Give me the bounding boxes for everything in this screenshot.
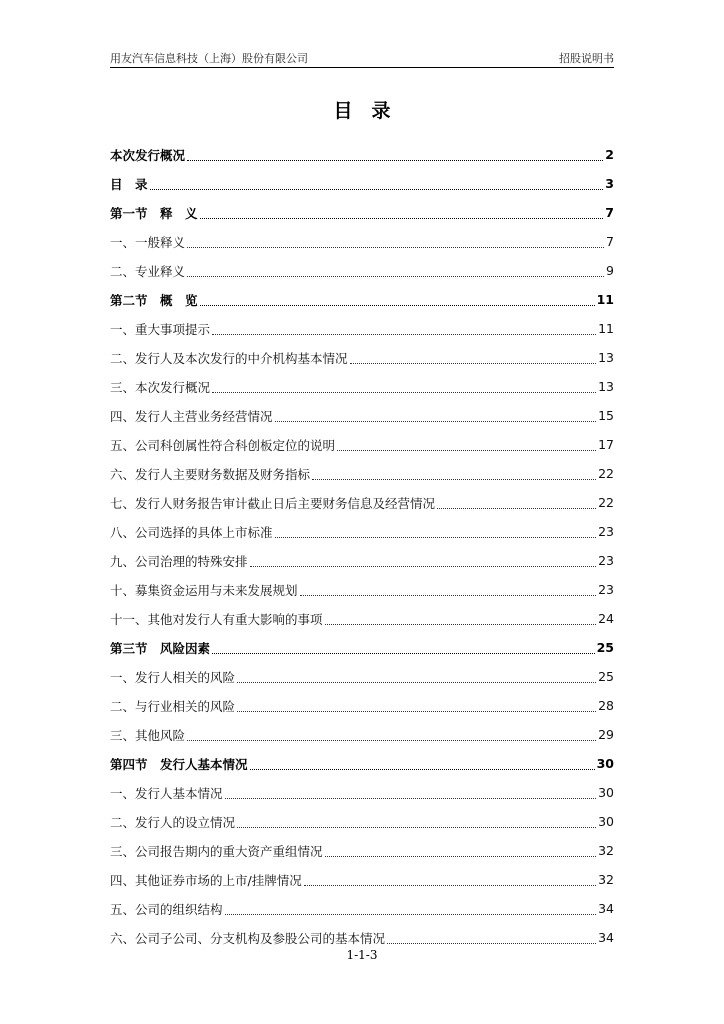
toc-entry-page: 25 (596, 640, 614, 655)
toc-entry-label: 八、公司选择的具体上市标准 (110, 524, 273, 540)
toc-entry[interactable] (110, 488, 614, 517)
toc-entry-page: 3 (605, 176, 614, 191)
toc-dot-leader (187, 245, 604, 248)
toc-entry-label: 三、公司报告期内的重大资产重组情况 (110, 843, 323, 859)
toc-entry[interactable] (110, 372, 614, 401)
toc-entry[interactable] (110, 778, 614, 807)
toc-dot-leader (304, 883, 596, 886)
toc-entry-label: 六、发行人主要财务数据及财务指标 (110, 466, 311, 482)
toc-entry[interactable] (110, 314, 614, 343)
toc-entry-page: 17 (598, 437, 614, 452)
toc-dot-leader (237, 825, 596, 828)
table-of-contents (110, 140, 614, 952)
toc-entry-label: 本次发行概况 (110, 147, 186, 163)
toc-dot-leader (350, 361, 597, 364)
toc-entry-page: 13 (598, 350, 614, 365)
toc-entry[interactable] (110, 894, 614, 923)
toc-dot-leader (187, 738, 596, 741)
toc-section-entry[interactable] (110, 633, 614, 662)
toc-entry-page: 9 (606, 263, 614, 278)
toc-entry-page: 22 (598, 466, 614, 481)
toc-section-entry[interactable] (110, 140, 614, 169)
toc-entry-page: 29 (598, 727, 614, 742)
toc-dot-leader (312, 477, 596, 480)
toc-entry-label: 第一节 释 义 (110, 205, 198, 221)
toc-entry[interactable] (110, 575, 614, 604)
toc-entry-page: 11 (596, 292, 614, 307)
toc-entry-page: 15 (598, 408, 614, 423)
toc-entry[interactable] (110, 691, 614, 720)
page-number: 1-1-3 (346, 948, 378, 962)
toc-entry-page: 30 (596, 756, 614, 771)
toc-entry[interactable] (110, 836, 614, 865)
toc-entry-page: 22 (598, 495, 614, 510)
toc-entry-page: 24 (598, 611, 614, 626)
page-header (110, 50, 614, 66)
toc-entry[interactable] (110, 430, 614, 459)
toc-entry-page: 28 (598, 698, 614, 713)
toc-dot-leader (237, 680, 596, 683)
toc-dot-leader (237, 709, 596, 712)
toc-entry-label: 七、发行人财务报告审计截止日后主要财务信息及经营情况 (110, 495, 436, 511)
toc-entry-label: 五、公司科创属性符合科创板定位的说明 (110, 437, 336, 453)
toc-dot-leader (275, 419, 597, 422)
toc-entry-label: 十一、其他对发行人有重大影响的事项 (110, 611, 323, 627)
toc-entry[interactable] (110, 662, 614, 691)
toc-entry[interactable] (110, 459, 614, 488)
toc-dot-leader (337, 448, 596, 451)
toc-entry[interactable] (110, 604, 614, 633)
toc-entry-page: 34 (598, 901, 614, 916)
toc-entry-label: 二、发行人的设立情况 (110, 814, 236, 830)
toc-entry-page: 23 (598, 582, 614, 597)
toc-entry[interactable] (110, 517, 614, 546)
toc-entry-label: 九、公司治理的特殊安排 (110, 553, 248, 569)
toc-dot-leader (187, 274, 604, 277)
toc-entry[interactable] (110, 256, 614, 285)
toc-dot-leader (300, 593, 597, 596)
toc-entry-label: 六、公司子公司、分支机构及参股公司的基本情况 (110, 930, 386, 946)
toc-dot-leader (212, 390, 596, 393)
toc-entry-page: 23 (598, 553, 614, 568)
toc-dot-leader (250, 767, 595, 770)
toc-entry-label: 三、其他风险 (110, 727, 186, 743)
toc-dot-leader (437, 506, 596, 509)
toc-dot-leader (225, 912, 597, 915)
toc-dot-leader (325, 622, 597, 625)
toc-dot-leader (225, 796, 597, 799)
toc-entry-label: 四、其他证券市场的上市/挂牌情况 (110, 872, 302, 888)
toc-section-entry[interactable] (110, 169, 614, 198)
toc-entry[interactable] (110, 865, 614, 894)
toc-dot-leader (275, 535, 597, 538)
toc-dot-leader (150, 187, 604, 190)
toc-dot-leader (187, 158, 603, 161)
toc-entry-page: 7 (606, 234, 614, 249)
toc-section-entry[interactable] (110, 285, 614, 314)
toc-entry-label: 一、重大事项提示 (110, 321, 211, 337)
toc-dot-leader (325, 854, 597, 857)
toc-entry-page: 2 (605, 147, 614, 162)
toc-entry-page: 34 (598, 930, 614, 945)
toc-dot-leader (200, 216, 604, 219)
toc-entry-page: 11 (598, 321, 614, 336)
toc-entry[interactable] (110, 720, 614, 749)
toc-entry-label: 四、发行人主营业务经营情况 (110, 408, 273, 424)
toc-dot-leader (212, 332, 596, 335)
toc-entry-page: 32 (598, 843, 614, 858)
toc-entry[interactable] (110, 546, 614, 575)
toc-dot-leader (212, 651, 595, 654)
toc-entry-label: 一、发行人相关的风险 (110, 669, 236, 685)
toc-entry-page: 32 (598, 872, 614, 887)
toc-entry-label: 五、公司的组织结构 (110, 901, 223, 917)
toc-entry-page: 13 (598, 379, 614, 394)
toc-entry[interactable] (110, 343, 614, 372)
toc-entry[interactable] (110, 227, 614, 256)
toc-entry-label: 第二节 概 览 (110, 292, 198, 308)
toc-section-entry[interactable] (110, 749, 614, 778)
toc-section-entry[interactable] (110, 198, 614, 227)
toc-entry-page: 30 (598, 785, 614, 800)
page-title: 目 录 (333, 100, 391, 122)
toc-entry-page: 23 (598, 524, 614, 539)
toc-entry-page: 25 (598, 669, 614, 684)
toc-entry-label: 二、发行人及本次发行的中介机构基本情况 (110, 350, 348, 366)
toc-entry-label: 第三节 风险因素 (110, 640, 211, 656)
toc-entry-label: 目 录 (110, 176, 148, 192)
toc-dot-leader (250, 564, 597, 567)
toc-dot-leader (387, 941, 596, 944)
toc-entry-label: 一、发行人基本情况 (110, 785, 223, 801)
toc-entry-page: 7 (605, 205, 614, 220)
toc-dot-leader (200, 303, 595, 306)
toc-entry-label: 十、募集资金运用与未来发展规划 (110, 582, 298, 598)
toc-entry-label: 二、专业释义 (110, 263, 186, 279)
toc-entry-label: 一、一般释义 (110, 234, 186, 250)
header-divider (110, 67, 614, 68)
document-type: 招股说明书 (559, 52, 614, 65)
toc-entry-label: 三、本次发行概况 (110, 379, 211, 395)
toc-entry[interactable] (110, 807, 614, 836)
company-name: 用友汽车信息科技（上海）股份有限公司 (110, 52, 308, 65)
toc-entry-label: 二、与行业相关的风险 (110, 698, 236, 714)
toc-entry-label: 第四节 发行人基本情况 (110, 756, 248, 772)
toc-entry[interactable] (110, 401, 614, 430)
toc-entry-page: 30 (598, 814, 614, 829)
